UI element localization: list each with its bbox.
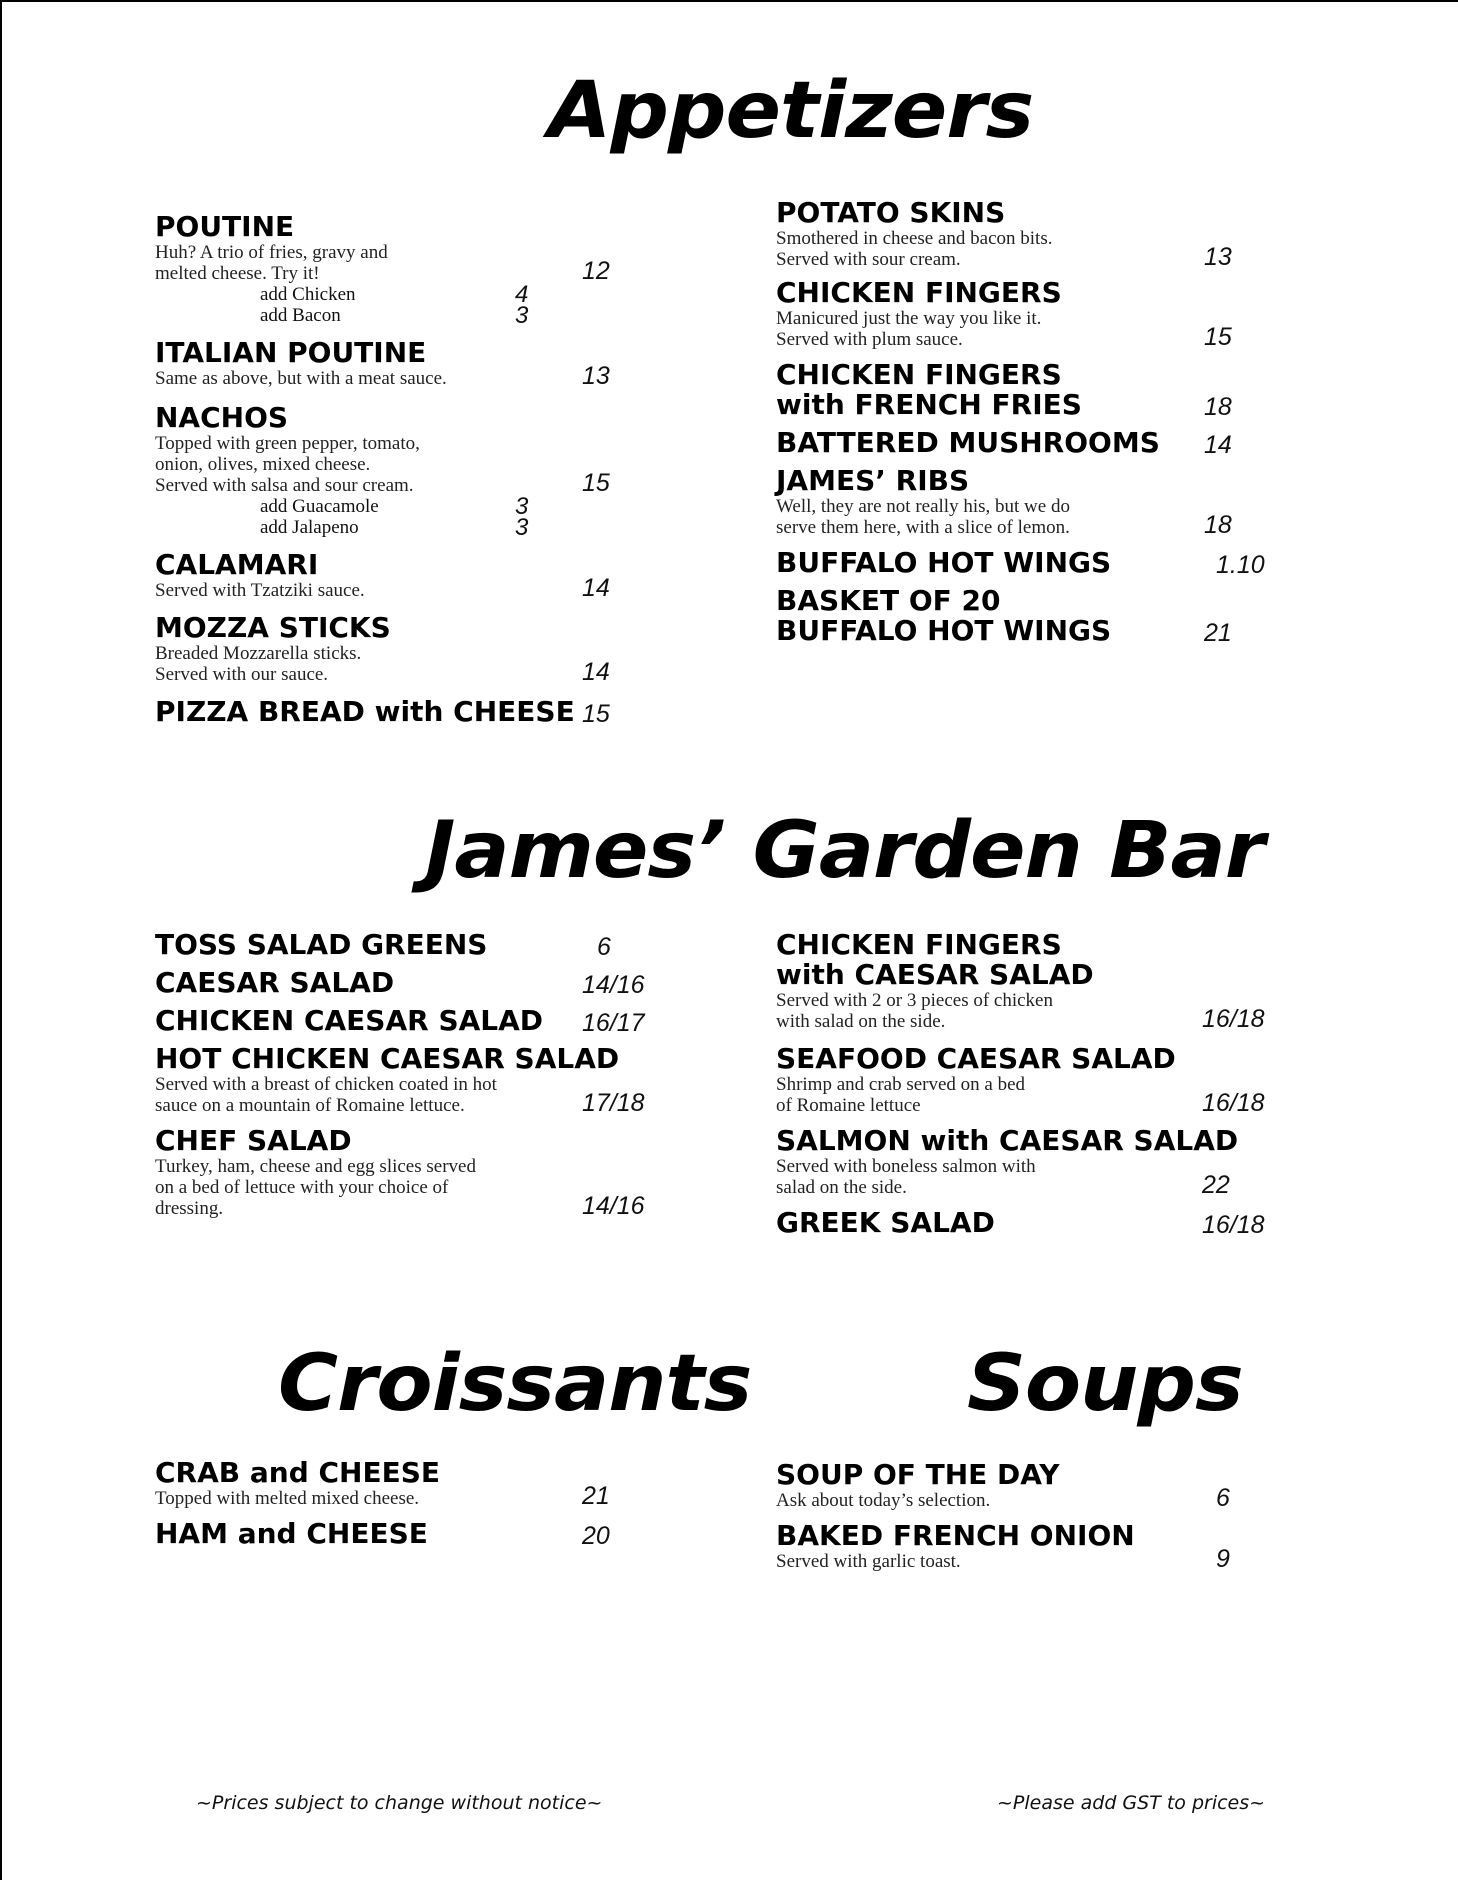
item-price: 12 <box>582 257 610 285</box>
menu-item <box>155 1006 675 1036</box>
item-description: Shrimp and crab served on a bed <box>776 1074 1026 1095</box>
item-price: 13 <box>582 362 610 390</box>
item-name: with CAESAR SALAD <box>776 958 1094 991</box>
appetizers-right-column <box>776 198 1296 646</box>
item-price: 15 <box>582 469 610 497</box>
item-description: Served with salsa and sour cream. <box>155 475 414 496</box>
menu-item <box>155 697 655 727</box>
menu-item <box>776 1460 1296 1511</box>
item-name: PIZZA BREAD with CHEESE <box>155 695 575 728</box>
soups-title: Soups <box>967 1339 1243 1429</box>
menu-item <box>155 1126 675 1219</box>
item-name: SEAFOOD CAESAR SALAD <box>776 1042 1176 1075</box>
menu-item <box>776 1126 1296 1198</box>
item-name: TOSS SALAD GREENS <box>155 928 488 961</box>
item-price: 14 <box>1204 431 1232 459</box>
item-addons <box>155 493 655 541</box>
item-name: CHICKEN FINGERS <box>776 928 1062 961</box>
item-description: salad on the side. <box>776 1177 907 1198</box>
item-price: 1.10 <box>1216 551 1265 579</box>
item-description: Huh? A trio of fries, gravy and <box>155 242 388 263</box>
item-price: 16/17 <box>582 1009 645 1037</box>
item-price: 21 <box>1204 619 1232 647</box>
item-price: 20 <box>582 1522 610 1550</box>
appetizers-left-column <box>155 198 655 727</box>
menu-item <box>155 1519 655 1549</box>
item-price: 17/18 <box>582 1089 645 1117</box>
addon-label: add Guacamole <box>260 496 379 517</box>
menu-item <box>155 550 655 601</box>
garden-bar-left-column <box>155 930 675 1219</box>
menu-item <box>155 210 655 329</box>
garden-bar-right-column <box>776 930 1296 1238</box>
item-description: Same as above, but with a meat sauce. <box>155 368 447 389</box>
item-price: 15 <box>1204 323 1232 351</box>
item-description: Smothered in cheese and bacon bits. <box>776 228 1053 249</box>
croissants-column <box>155 1458 655 1549</box>
item-description: Served with 2 or 3 pieces of chicken <box>776 990 1053 1011</box>
item-description: sauce on a mountain of Romaine lettuce. <box>155 1095 465 1116</box>
menu-item <box>776 1044 1296 1116</box>
menu-item <box>776 1208 1296 1238</box>
menu-item <box>776 466 1296 538</box>
item-price: 6 <box>597 933 611 961</box>
item-name: CRAB and CHEESE <box>155 1456 441 1489</box>
item-name: CHEF SALAD <box>155 1124 352 1157</box>
item-description: with salad on the side. <box>776 1011 946 1032</box>
item-price: 13 <box>1204 243 1232 271</box>
item-name: SOUP OF THE DAY <box>776 1458 1060 1491</box>
item-description: serve them here, with a slice of lemon. <box>776 517 1070 538</box>
item-description: Served with sour cream. <box>776 249 961 270</box>
item-price: 9 <box>1216 1545 1230 1573</box>
menu-item <box>155 613 655 685</box>
item-description: Ask about today’s selection. <box>776 1490 991 1511</box>
item-price: 14 <box>582 574 610 602</box>
item-description: Served with Tzatziki sauce. <box>155 580 365 601</box>
item-price: 21 <box>582 1482 610 1510</box>
addon-price: 3 <box>515 302 529 329</box>
croissants-title: Croissants <box>278 1339 752 1429</box>
menu-item <box>155 401 655 541</box>
item-name: JAMES’ RIBS <box>776 464 970 497</box>
addon-label: add Jalapeno <box>260 517 359 538</box>
item-name: ITALIAN POUTINE <box>155 336 427 369</box>
footer-note-prices-change: ~Prices subject to change without notice~ <box>196 1792 603 1814</box>
item-description: melted cheese. Try it! <box>155 263 320 284</box>
addon-row <box>155 514 655 541</box>
item-name: POTATO SKINS <box>776 196 1006 229</box>
item-name: with FRENCH FRIES <box>776 388 1082 421</box>
item-price: 22 <box>1202 1171 1230 1199</box>
item-price: 14/16 <box>582 1192 645 1220</box>
menu-item <box>155 338 655 389</box>
addon-price: 4 <box>515 281 529 308</box>
item-name: HOT CHICKEN CAESAR SALAD <box>155 1042 620 1075</box>
item-description: Served with a breast of chicken coated in hot <box>155 1074 497 1095</box>
item-description: Breaded Mozzarella sticks. <box>155 643 362 664</box>
item-description: of Romaine lettuce <box>776 1095 921 1116</box>
item-description: Topped with green pepper, tomato, <box>155 433 420 454</box>
item-addons <box>155 281 655 329</box>
garden-bar-title: James’ Garden Bar <box>425 806 1265 896</box>
item-name: CHICKEN CAESAR SALAD <box>155 1004 544 1037</box>
item-name: CHICKEN FINGERS <box>776 276 1062 309</box>
menu-item <box>776 586 1296 646</box>
item-name: GREEK SALAD <box>776 1206 995 1239</box>
item-description: Well, they are not really his, but we do <box>776 496 1070 517</box>
item-name: POUTINE <box>155 210 295 243</box>
item-description: Manicured just the way you like it. <box>776 308 1042 329</box>
item-name: BATTERED MUSHROOMS <box>776 426 1160 459</box>
item-price: 16/18 <box>1202 1089 1265 1117</box>
item-name: BAKED FRENCH ONION <box>776 1519 1135 1552</box>
menu-item <box>776 360 1296 420</box>
menu-item <box>776 548 1296 578</box>
item-description: on a bed of lettuce with your choice of <box>155 1177 449 1198</box>
item-description: onion, olives, mixed cheese. <box>155 454 371 475</box>
menu-item <box>155 968 675 998</box>
menu-item <box>776 930 1296 1032</box>
item-name: SALMON with CAESAR SALAD <box>776 1124 1239 1157</box>
menu-item <box>776 198 1296 270</box>
item-name: MOZZA STICKS <box>155 611 391 644</box>
item-description: Served with plum sauce. <box>776 329 963 350</box>
item-description: Served with boneless salmon with <box>776 1156 1036 1177</box>
item-price: 14 <box>582 658 610 686</box>
item-price: 6 <box>1216 1484 1230 1512</box>
footer-note-gst: ~Please add GST to prices~ <box>997 1792 1266 1814</box>
item-name: CHICKEN FINGERS <box>776 358 1062 391</box>
item-name: BUFFALO HOT WINGS <box>776 614 1112 647</box>
item-name: CALAMARI <box>155 548 319 581</box>
item-price: 15 <box>582 700 610 728</box>
addon-label: add Chicken <box>260 284 356 305</box>
addon-label: add Bacon <box>260 305 341 326</box>
soups-column <box>776 1460 1296 1572</box>
item-description: Turkey, ham, cheese and egg slices served <box>155 1156 476 1177</box>
addon-row <box>155 281 655 308</box>
menu-item <box>155 930 675 960</box>
item-description: Served with our sauce. <box>155 664 329 685</box>
item-price: 18 <box>1204 511 1232 539</box>
menu-item <box>776 278 1296 350</box>
menu-item <box>776 428 1296 458</box>
item-description: dressing. <box>155 1198 224 1219</box>
addon-price: 3 <box>515 514 529 541</box>
appetizers-title: Appetizers <box>548 66 1034 156</box>
item-price: 16/18 <box>1202 1211 1265 1239</box>
menu-item <box>155 1044 675 1116</box>
menu-item <box>155 1458 655 1509</box>
item-name: CAESAR SALAD <box>155 966 395 999</box>
item-name: BUFFALO HOT WINGS <box>776 546 1112 579</box>
item-price: 18 <box>1204 393 1232 421</box>
item-price: 16/18 <box>1202 1005 1265 1033</box>
item-name: NACHOS <box>155 401 289 434</box>
addon-price: 3 <box>515 493 529 520</box>
item-name: HAM and CHEESE <box>155 1517 428 1550</box>
menu-item <box>776 1521 1296 1572</box>
item-name: BASKET OF 20 <box>776 584 1001 617</box>
item-description: Served with garlic toast. <box>776 1551 961 1572</box>
item-price: 14/16 <box>582 971 645 999</box>
addon-row <box>155 302 655 329</box>
addon-row <box>155 493 655 520</box>
item-description: Topped with melted mixed cheese. <box>155 1488 420 1509</box>
